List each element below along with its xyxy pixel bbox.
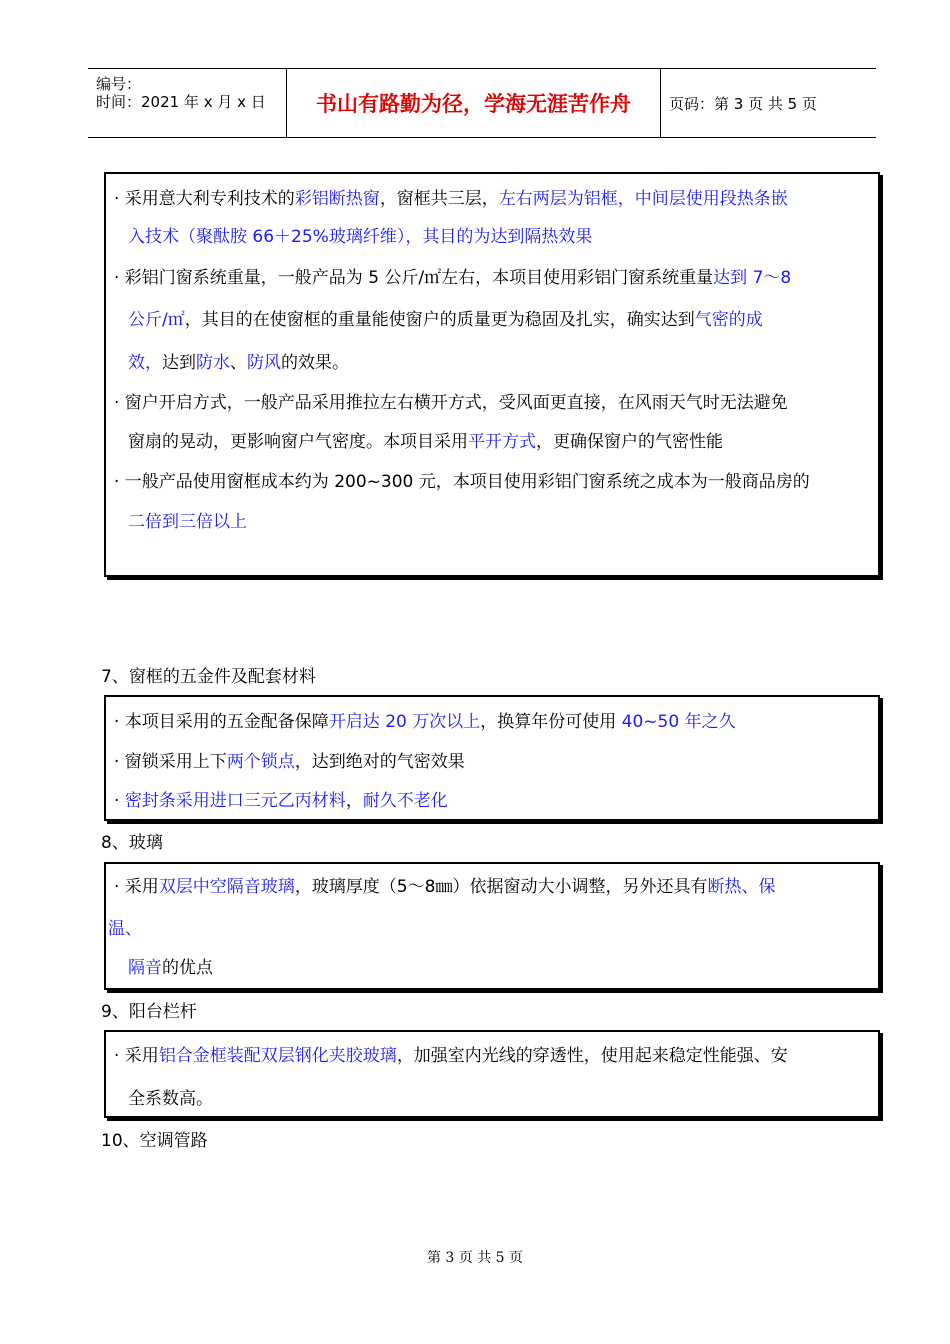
highlight: 效， [128, 353, 162, 373]
text: 的优点 [162, 958, 213, 978]
box1-line-2 [128, 222, 592, 247]
hardware-box [104, 695, 880, 821]
highlight: 开启达 20 万次以上 [328, 712, 481, 732]
text: ， [345, 791, 363, 811]
text: 的效果。 [281, 353, 349, 373]
highlight: 温、 [108, 919, 142, 939]
box1-line-6 [114, 388, 788, 413]
text: ，其目的在使窗框的重量能使窗户的质量更为稳固及扎实，确实达到 [184, 310, 695, 330]
box3-line-1 [114, 872, 775, 897]
time-label: 时间：2021 年 x 月 x 日 [96, 93, 266, 111]
box3-line-3 [128, 953, 213, 978]
text: · 窗户开启方式，一般产品采用推拉左右横开方式，受风面更直接，在风雨天气时无法避免 [114, 393, 788, 413]
highlight: 二倍到三倍以上 [128, 512, 247, 532]
motto: 书山有路勤为径，学海无涯苦作舟 [316, 92, 631, 116]
header-page-cell [660, 69, 876, 137]
highlight: 左右两层为铝框，中间层使用段热条嵌 [498, 189, 788, 209]
window-frame-box [104, 172, 880, 577]
box2-line-3 [114, 786, 448, 811]
box1-line-7 [128, 427, 723, 452]
section-10-title: 10、空调管路 [101, 1131, 208, 1151]
text: · 采用意大利专利技术的 [114, 189, 295, 209]
highlight: 断热、保 [707, 877, 776, 897]
text: ，窗框共三层， [379, 189, 499, 209]
header-motto-cell [286, 69, 661, 137]
text: 、 [230, 353, 247, 373]
section-8-title: 8、玻璃 [101, 833, 163, 853]
box1-line-3 [114, 263, 791, 288]
railing-box [104, 1030, 880, 1118]
text: · 窗锁采用上下 [114, 752, 227, 772]
text: · [114, 791, 125, 811]
text: · 一般产品使用窗框成本约为 200~300 元，本项目使用彩铝门窗系统之成本为一般商品房的 [114, 472, 810, 492]
glass-box [104, 862, 880, 990]
page-info: 页码：第 3 页 共 5 页 [669, 94, 817, 113]
box4-line-1 [114, 1041, 788, 1066]
highlight: 耐久不老化 [362, 791, 448, 811]
highlight: 两个锁点 [226, 752, 295, 772]
highlight: 彩铝断热窗 [294, 189, 380, 209]
box3-line-2 [108, 914, 142, 939]
text: ，更确保窗户的气密性能 [536, 432, 723, 452]
highlight: 40~50 年之久 [621, 712, 736, 732]
section-9-title: 9、阳台栏杆 [101, 1002, 197, 1022]
text: · 采用 [114, 1046, 159, 1066]
text: 达到 [162, 353, 196, 373]
box2-line-1 [114, 707, 736, 732]
box1-line-8 [114, 467, 810, 492]
box1-line-1 [114, 184, 788, 209]
highlight: 平开方式 [468, 432, 536, 452]
highlight: 公斤/㎡ [128, 310, 185, 330]
number-label: 编号： [96, 75, 142, 93]
document-header [88, 68, 876, 138]
highlight: 双层中空隔音玻璃 [158, 877, 295, 897]
text: · 本项目采用的五金配备保障 [114, 712, 329, 732]
box4-line-2 [128, 1084, 213, 1109]
text: ，加强室内光线的穿透性，使用起来稳定性能强、安 [396, 1046, 788, 1066]
highlight: 入技术（聚酞胺 66＋25%玻璃纤维），其目的为达到隔热效果 [128, 227, 593, 247]
box1-line-4 [128, 305, 763, 330]
text: ，玻璃厚度（5～8㎜）依据窗动大小调整，另外还具有 [294, 877, 708, 897]
text: 窗扇的晃动，更影响窗户气密度。本项目采用 [128, 432, 468, 452]
section-7-title: 7、窗框的五金件及配套材料 [101, 667, 316, 687]
header-meta [88, 69, 286, 137]
highlight: 铝合金框装配双层钢化夹胶玻璃 [158, 1046, 397, 1066]
box1-line-5 [128, 348, 349, 373]
highlight: 隔音 [128, 958, 162, 978]
text: ，达到绝对的气密效果 [294, 752, 465, 772]
box1-line-9 [128, 507, 247, 532]
text: · 采用 [114, 877, 159, 897]
highlight: 防水 [196, 353, 230, 373]
highlight: 密封条采用进口三元乙丙材料 [124, 791, 346, 811]
text: ，换算年份可使用 [480, 712, 622, 732]
box2-line-2 [114, 747, 465, 772]
text: · 彩铝门窗系统重量，一般产品为 5 公斤/㎡左右，本项目使用彩铝门窗系统重量 [114, 268, 714, 288]
highlight: 达到 7～8 [713, 268, 792, 288]
highlight: 防风 [247, 353, 281, 373]
text: 全系数高。 [128, 1089, 213, 1109]
page-footer: 第 3 页 共 5 页 [426, 1250, 524, 1266]
highlight: 气密的成 [694, 310, 763, 330]
